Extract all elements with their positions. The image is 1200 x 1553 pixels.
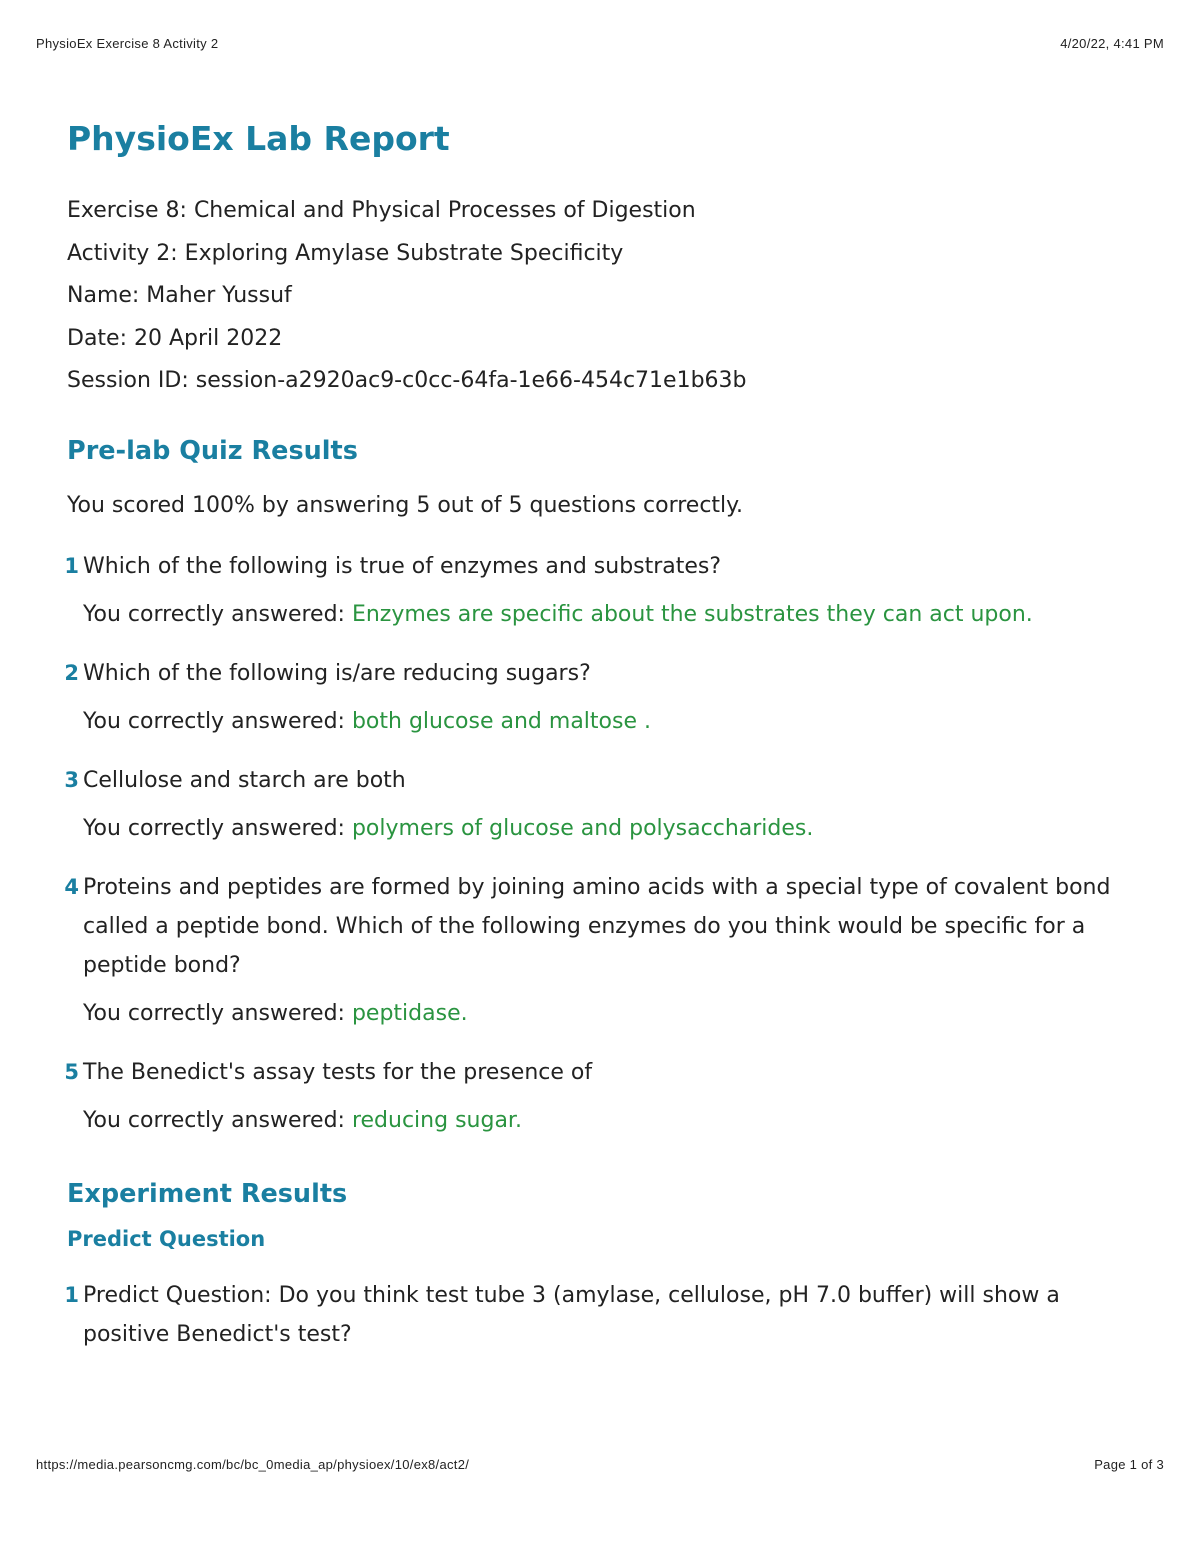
answer-value: reducing sugar. [351, 1107, 522, 1133]
quiz-score: You scored 100% by answering 5 out of 5 questions correctly. [67, 492, 744, 518]
answer-value: polymers of glucose and polysaccharides. [351, 815, 814, 841]
answer-prefix: You correctly answered: [83, 815, 352, 841]
answer-prefix: You correctly answered: [83, 1107, 352, 1133]
exercise-line: Exercise 8: Chemical and Physical Processes of Digestion [67, 198, 696, 223]
question-number: 4 [64, 874, 79, 899]
answer-prefix: You correctly answered: [83, 601, 352, 627]
student-name: Name: Maher Yussuf [67, 283, 292, 308]
question-answer [83, 600, 1137, 630]
answer-value: peptidase. [351, 1000, 468, 1026]
print-header-title: PhysioEx Exercise 8 Activity 2 [36, 36, 219, 51]
print-header-timestamp: 4/20/22, 4:41 PM [1060, 36, 1164, 51]
report-date: Date: 20 April 2022 [67, 325, 283, 351]
prelab-heading: Pre-lab Quiz Results [67, 435, 358, 466]
question-text: Cellulose and starch are both [83, 767, 406, 793]
page-number: Page 1 of 3 [1094, 1457, 1164, 1472]
print-header [36, 36, 1164, 51]
quiz-question [53, 761, 1137, 844]
question-text: Predict Question: Do you think test tube 3 (amylase, cellulose, pH 7.0 buffer) will show a positive Benedict's test? [83, 1282, 1060, 1347]
page-url: https://media.pearsoncmg.com/bc/bc_0media_ap/physioex/10/ex8/act2/ [36, 1457, 470, 1472]
question-text: Which of the following is/are reducing sugars? [83, 660, 591, 686]
question-text: Which of the following is true of enzymes and substrates? [83, 553, 722, 579]
predict-question [53, 1276, 1137, 1354]
report-title: PhysioEx Lab Report [67, 119, 450, 158]
quiz-question [53, 654, 1137, 737]
question-number: 2 [64, 660, 79, 685]
question-text: The Benedict's assay tests for the presence of [83, 1059, 593, 1085]
question-text: Proteins and peptides are formed by joining amino acids with a special type of covalent bond called a peptide bond. Which of the following enzymes do you think would be specific for a peptide bond? [83, 874, 1111, 978]
question-answer [83, 999, 1137, 1029]
print-footer [36, 1457, 1164, 1472]
question-answer [83, 814, 1137, 844]
session-id: Session ID: session-a2920ac9-c0cc-64fa-1e66-454c71e1b63b [67, 368, 747, 393]
question-answer [83, 1106, 1137, 1136]
predict-question-heading: Predict Question [67, 1226, 266, 1251]
report-meta [67, 190, 1137, 403]
quiz-question [53, 868, 1137, 1029]
question-number: 1 [64, 1282, 79, 1307]
answer-value: both glucose and maltose . [351, 708, 651, 734]
quiz-question [53, 1053, 1137, 1136]
question-number: 1 [64, 553, 79, 578]
question-number: 3 [64, 767, 79, 792]
answer-prefix: You correctly answered: [83, 708, 352, 734]
answer-value: Enzymes are specific about the substrates they can act upon. [351, 601, 1033, 627]
quiz-question [53, 547, 1137, 630]
experiment-heading: Experiment Results [67, 1178, 348, 1209]
question-answer [83, 707, 1137, 737]
activity-line: Activity 2: Exploring Amylase Substrate Specificity [67, 240, 624, 266]
answer-prefix: You correctly answered: [83, 1000, 352, 1026]
question-number: 5 [64, 1059, 79, 1084]
lab-report [64, 116, 1137, 1354]
